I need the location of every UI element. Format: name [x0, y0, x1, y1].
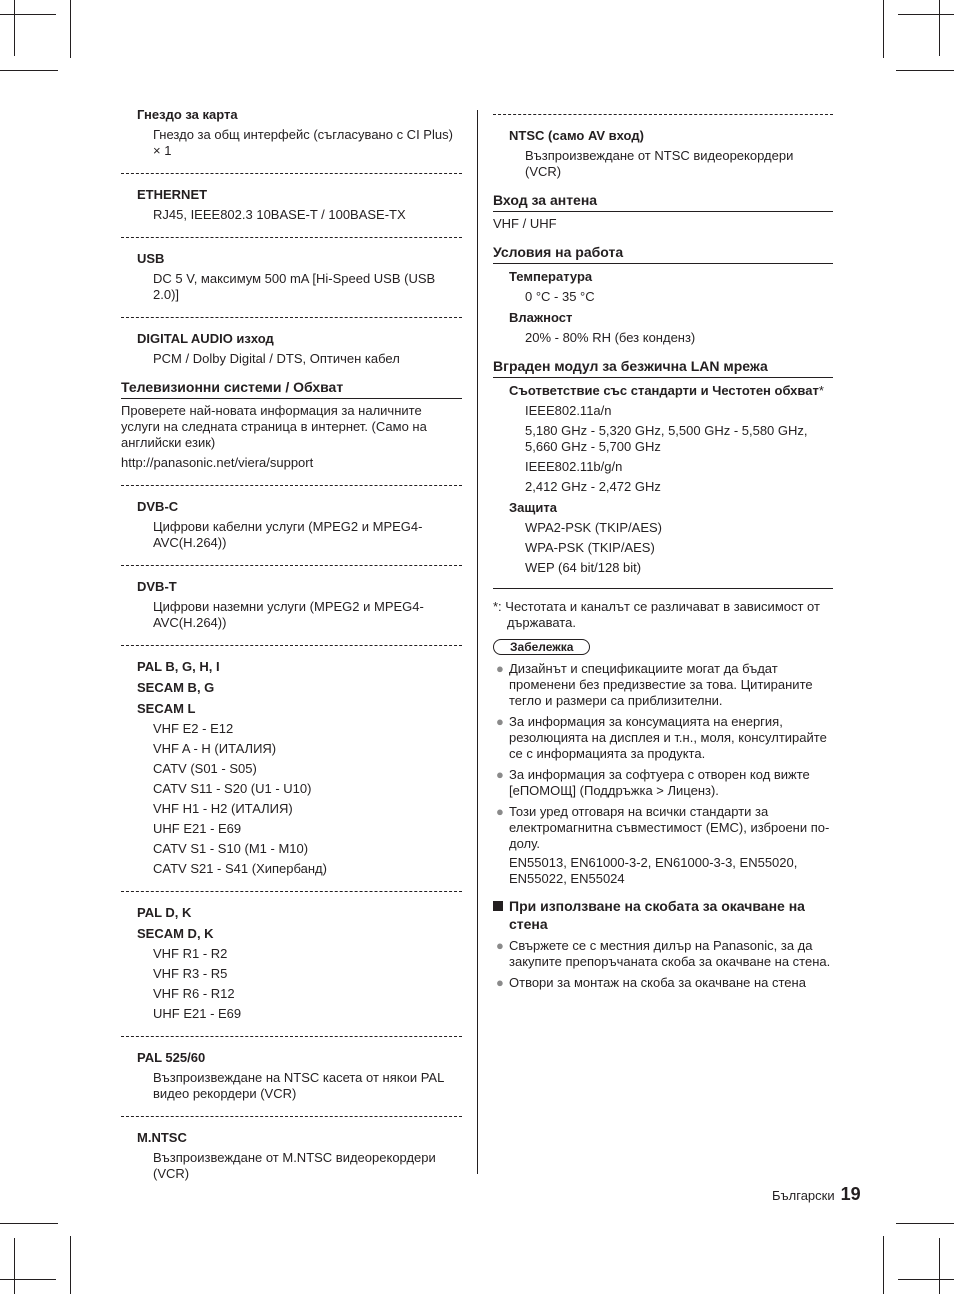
note-badge: Забележка	[493, 639, 590, 655]
page-footer	[772, 1184, 861, 1205]
security-label: Защита	[509, 500, 557, 515]
note-text: За информация за консумацията на енергия, резолюцията на дисплея и т.н., моля, консултирайте се с информацията за продукта.	[509, 714, 827, 761]
humidity-label: Влажност	[509, 310, 573, 325]
wall-mount-heading	[493, 897, 833, 933]
ethernet-value: RJ45, IEEE802.3 10BASE-T / 100BASE-TX	[153, 207, 406, 222]
antenna-heading: Вход за антена	[493, 192, 833, 212]
mntsc-value: Възпроизвеждане от M.NTSC видеорекордери (VCR)	[153, 1150, 436, 1181]
card-slot-title: Гнездо за карта	[137, 107, 238, 122]
footnote: *: Честотата и каналът се различават в зависимост от държавата.	[493, 599, 820, 630]
band-value: VHF H1 - H2 (ИТАЛИЯ)	[153, 801, 293, 816]
crop-mark	[896, 1223, 954, 1224]
crop-mark	[14, 1238, 15, 1294]
conditions-heading: Условия на работа	[493, 244, 833, 264]
note-item	[493, 975, 833, 991]
ntsc-title: NTSC (само AV вход)	[509, 128, 644, 143]
crop-mark	[898, 14, 954, 15]
column-divider	[477, 110, 478, 1174]
crop-mark	[883, 0, 884, 58]
dashed-separator	[121, 237, 462, 238]
ntsc-value: Възпроизвеждане от NTSC видеорекордери (VCR)	[525, 148, 794, 179]
tv-systems-heading: Телевизионни системи / Обхват	[121, 379, 462, 399]
crop-mark	[898, 1279, 954, 1280]
band-value: VHF A - H (ИТАЛИЯ)	[153, 741, 277, 756]
note-item	[493, 804, 833, 852]
section-rule	[493, 588, 833, 589]
bullet-icon: ●	[496, 661, 504, 676]
crop-mark	[70, 1236, 71, 1294]
dvbc-title: DVB-C	[137, 499, 179, 514]
crop-mark	[14, 0, 15, 56]
dashed-separator	[121, 891, 462, 892]
wlan-heading: Вграден модул за безжична LAN мрежа	[493, 358, 833, 378]
band-value: CATV (S01 - S05)	[153, 761, 257, 776]
note-item	[493, 938, 833, 970]
card-slot-value: Гнездо за общ интерфейс (съгласувано с CI Plus) × 1	[153, 127, 453, 158]
note-item	[493, 714, 833, 762]
wlan-value: 5,180 GHz - 5,320 GHz, 5,500 GHz - 5,580 GHz, 5,660 GHz - 5,700 GHz	[525, 423, 808, 454]
crop-mark	[896, 70, 954, 71]
pal-bghi-title: PAL B, G, H, I	[137, 659, 220, 674]
note-text: Отвори за монтаж на скоба за окачване на стена	[509, 975, 806, 990]
crop-mark	[0, 1279, 56, 1280]
note-item	[493, 767, 833, 799]
pal-dk-title: PAL D, K	[137, 905, 192, 920]
page-number: 19	[840, 1184, 861, 1204]
square-bullet-icon	[493, 901, 503, 911]
standards-label-text: Съответствие със стандарти и Честотен обхват	[509, 383, 819, 398]
crop-mark	[939, 0, 940, 56]
security-value: WPA2-PSK (TKIP/AES)	[525, 520, 663, 535]
note-text: За информация за софтуера с отворен код вижте [еПОМОЩ] (Поддръжка > Лиценз).	[509, 767, 810, 798]
note-text: Свържете се с местния дилър на Panasonic, за да закупите препоръчаната скоба за окачване на стена.	[509, 938, 831, 969]
crop-mark	[0, 70, 58, 71]
mntsc-title: M.NTSC	[137, 1130, 187, 1145]
footer-language: Български	[772, 1188, 835, 1203]
note-text: Този уред отговаря на всички стандарти за електромагнитна съвместимост (EMC), изброени по-долу.	[509, 804, 830, 851]
band-value: VHF R6 - R12	[153, 986, 235, 1001]
dashed-separator	[121, 1036, 462, 1037]
emc-list: EN55013, EN61000-3-2, EN61000-3-3, EN55020, EN55022, EN55024	[509, 855, 798, 886]
secam-dk-title: SECAM D, K	[137, 926, 214, 941]
dashed-separator	[121, 317, 462, 318]
crop-mark	[883, 1236, 884, 1294]
band-value: CATV S21 - S41 (Хипербанд)	[153, 861, 327, 876]
bullet-icon: ●	[496, 975, 504, 990]
crop-mark	[70, 0, 71, 58]
temperature-value: 0 °C - 35 °C	[525, 289, 595, 304]
security-value: WEP (64 bit/128 bit)	[525, 560, 642, 575]
bullet-icon: ●	[496, 804, 504, 819]
digital-audio-value: PCM / Dolby Digital / DTS, Оптичен кабел	[153, 351, 400, 366]
band-value: VHF R1 - R2	[153, 946, 228, 961]
note-item	[493, 661, 833, 709]
bullet-icon: ●	[496, 714, 504, 729]
antenna-value: VHF / UHF	[493, 216, 557, 231]
wlan-value: IEEE802.11a/n	[525, 403, 612, 418]
dvbt-value: Цифрови наземни услуги (MPEG2 и MPEG4-AVC(H.264))	[153, 599, 424, 630]
bullet-icon: ●	[496, 767, 504, 782]
dashed-separator	[121, 1116, 462, 1117]
dashed-separator	[493, 114, 833, 115]
band-value: UHF E21 - E69	[153, 1006, 242, 1021]
right-column	[493, 114, 833, 991]
left-column	[121, 106, 462, 1182]
secam-bg-title: SECAM B, G	[137, 680, 215, 695]
wall-mount-heading-text: При използване на скобата за окачване на стена	[509, 898, 805, 932]
band-value: UHF E21 - E69	[153, 821, 242, 836]
bullet-icon: ●	[496, 938, 504, 953]
pal525-title: PAL 525/60	[137, 1050, 206, 1065]
dashed-separator	[121, 485, 462, 486]
note-text: Дизайнът и спецификациите могат да бъдат променени без предизвестие за това. Цитираните тегло и размери са приблизителни.	[509, 661, 813, 708]
standards-label	[509, 382, 833, 399]
crop-mark	[939, 1238, 940, 1294]
band-value: VHF E2 - E12	[153, 721, 234, 736]
digital-audio-title: DIGITAL AUDIO изход	[137, 331, 274, 346]
usb-value: DC 5 V, максимум 500 mA [Hi-Speed USB (USB 2.0)]	[153, 271, 436, 302]
band-value: VHF R3 - R5	[153, 966, 228, 981]
tv-systems-intro: Проверете най-новата информация за наличните услуги на следната страница в интернет. (Само на английски език)	[121, 403, 427, 450]
usb-title: USB	[137, 251, 165, 266]
wlan-value: 2,412 GHz - 2,472 GHz	[525, 479, 661, 494]
secam-l-title: SECAM L	[137, 701, 196, 716]
wlan-value: IEEE802.11b/g/n	[525, 459, 623, 474]
crop-mark	[0, 14, 56, 15]
dvbc-value: Цифрови кабелни услуги (MPEG2 и MPEG4-AVC(H.264))	[153, 519, 423, 550]
dashed-separator	[121, 565, 462, 566]
band-value: CATV S1 - S10 (M1 - M10)	[153, 841, 309, 856]
support-url: http://panasonic.net/viera/support	[121, 455, 314, 470]
crop-mark	[0, 1223, 58, 1224]
dvbt-title: DVB-T	[137, 579, 177, 594]
ethernet-title: ETHERNET	[137, 187, 208, 202]
temperature-label: Температура	[509, 269, 593, 284]
footnote-mark: *	[818, 383, 824, 398]
humidity-value: 20% - 80% RH (без конденз)	[525, 330, 696, 345]
security-value: WPA-PSK (TKIP/AES)	[525, 540, 655, 555]
band-value: CATV S11 - S20 (U1 - U10)	[153, 781, 312, 796]
pal525-value: Възпроизвеждане на NTSC касета от някои PAL видео рекордери (VCR)	[153, 1070, 444, 1101]
dashed-separator	[121, 645, 462, 646]
dashed-separator	[121, 173, 462, 174]
